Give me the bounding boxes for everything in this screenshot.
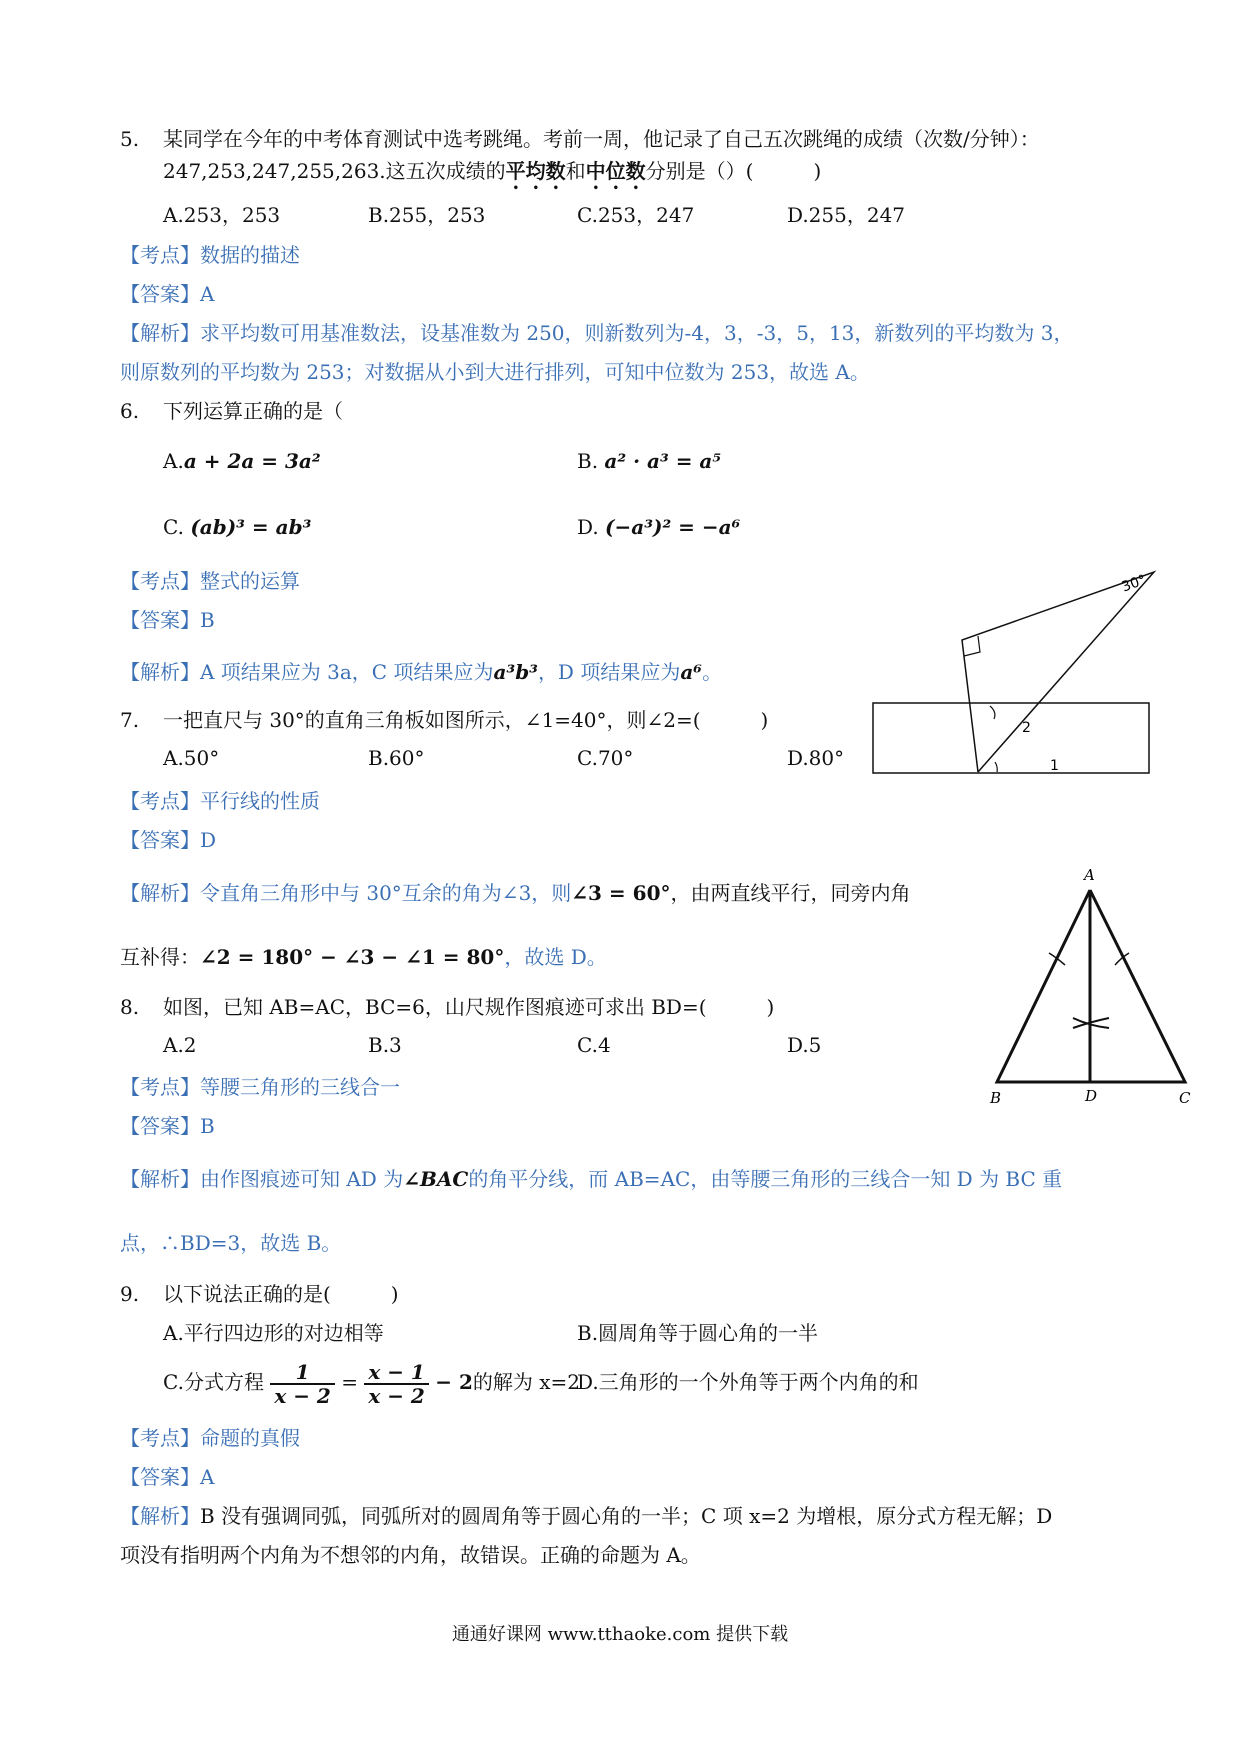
q9-jiexi-line2: 项没有指明两个内角为不想邻的内角，故错误。正确的命题为 A。 [120, 1543, 701, 1567]
fraction-denominator: x − 2 [274, 1383, 331, 1408]
label-30: 30° [1119, 572, 1149, 596]
q7-option-c: C.70° [577, 746, 634, 770]
q9-option-c-pre: C.分式方程 [163, 1370, 264, 1394]
q8-option-d: D.5 [787, 1033, 822, 1057]
jiexi-text: ，由两直线平行，同旁内角 [670, 881, 911, 905]
q8-option-c: C.4 [577, 1033, 611, 1057]
q9-answer [120, 1464, 214, 1490]
q6-option-c [163, 514, 311, 540]
q9-option-b: B.圆周角等于圆心角的一半 [577, 1321, 819, 1345]
answer-tag: 【答案】 [120, 828, 200, 852]
q6-option-b-math: a² · a³ = a⁵ [604, 449, 722, 473]
jiexi-math: a⁶ [680, 660, 703, 684]
q9-jiexi-line1 [120, 1503, 1052, 1529]
kaodian-text: 数据的描述 [200, 243, 300, 267]
jiexi-tag: 【解析】 [120, 1167, 200, 1191]
q7-jiexi-line1 [120, 880, 911, 906]
jiexi-text: B 没有强调同弧，同弧所对的圆周角等于圆心角的一半；C 项 x=2 为增根，原分式方程无解；D [200, 1504, 1053, 1528]
q7-jiexi-line2 [120, 944, 607, 970]
q6-option-b-label: B. [577, 449, 599, 473]
q9-option-d: D.三角形的一个外角等于两个内角的和 [577, 1370, 919, 1394]
q6-option-a-label: A. [163, 449, 184, 473]
q5-stem-part: 分别是（）( ) [645, 159, 822, 183]
answer-text: B [200, 608, 215, 632]
jiexi-math: ∠BAC [403, 1167, 469, 1191]
q5-option-b: B.255，253 [368, 203, 486, 227]
page-footer: 通通好课网 www.tthaoke.com 提供下载 [451, 1624, 789, 1645]
fraction-numerator: 1 [270, 1361, 335, 1385]
q6-jiexi [120, 659, 722, 685]
q5-kaodian [120, 242, 300, 268]
jiexi-text: 令直角三角形中与 30°互余的角为∠3，则 [200, 881, 572, 905]
q5-number: 5. [120, 127, 140, 151]
q8-stem: 如图，已知 AB=AC，BC=6，山尺规作图痕迹可求出 BD=( ) [163, 995, 775, 1019]
jiexi-math: ∠2 = 180° − ∠3 − ∠1 = 80° [200, 945, 505, 969]
label-D: D [1085, 1087, 1098, 1105]
label-angle-2: 2 [1022, 720, 1031, 736]
q7-stem: 一把直尺与 30°的直角三角板如图所示，∠1=40°，则∠2=( ) [163, 708, 769, 732]
q5-option-d: D.255，247 [787, 203, 906, 227]
set-square [962, 572, 1154, 772]
jiexi-text: A 项结果应为 3a，C 项结果应为 [200, 660, 494, 684]
q6-option-c-math: (ab)³ = ab³ [190, 515, 312, 539]
q8-option-a: A.2 [163, 1033, 197, 1057]
q9-option-a: A.平行四边形的对边相等 [163, 1321, 384, 1345]
kaodian-tag: 【考点】 [120, 1426, 200, 1450]
kaodian-tag: 【考点】 [120, 789, 200, 813]
q9-number: 9. [120, 1282, 140, 1306]
label-C: C [1179, 1089, 1191, 1107]
q6-option-a [163, 448, 321, 474]
q6-kaodian [120, 568, 300, 594]
q6-option-d-label: D. [577, 515, 599, 539]
fraction-numerator: x − 1 [364, 1361, 429, 1385]
angle-2-arc [990, 706, 995, 719]
q7-option-b: B.60° [368, 746, 425, 770]
jiexi-tag: 【解析】 [120, 1504, 200, 1528]
kaodian-text: 等腰三角形的三线合一 [200, 1075, 400, 1099]
q6-answer [120, 607, 215, 633]
q9-equals: = [341, 1370, 358, 1394]
answer-text: D [200, 828, 217, 852]
jiexi-math: a³b³ [493, 660, 538, 684]
q6-number: 6. [120, 399, 140, 423]
jiexi-text: 由作图痕迹可知 AD 为 [200, 1167, 404, 1191]
kaodian-text: 平行线的性质 [200, 789, 320, 813]
q5-emph-median: 中位数 [585, 159, 646, 183]
q5-jiexi-line1 [120, 320, 1073, 346]
jiexi-text: 的角平分线，而 AB=AC，由等腰三角形的三线合一知 D 为 BC 重 [468, 1167, 1063, 1191]
answer-tag: 【答案】 [120, 1114, 200, 1138]
answer-tag: 【答案】 [120, 608, 200, 632]
q6-option-d [577, 514, 740, 540]
q5-option-a: A.253，253 [163, 203, 281, 227]
q9-kaodian [120, 1425, 300, 1451]
q5-jiexi-line2: 则原数列的平均数为 253；对数据从小到大进行排列，可知中位数为 253，故选 A。 [120, 360, 870, 384]
answer-tag: 【答案】 [120, 282, 200, 306]
label-A: A [1084, 866, 1095, 884]
jiexi-text: ，故选 D。 [504, 945, 607, 969]
q9-stem: 以下说法正确的是( ) [163, 1282, 399, 1306]
q8-jiexi-line1 [120, 1166, 1062, 1192]
q9-fraction-left [270, 1361, 335, 1407]
q7-option-a: A.50° [163, 746, 220, 770]
q8-kaodian [120, 1074, 400, 1100]
q7-option-d: D.80° [787, 746, 845, 770]
jiexi-text: ，D 项结果应为 [537, 660, 681, 684]
q7-kaodian [120, 788, 320, 814]
jiexi-text: 求平均数可用基准数法，设基准数为 250，则新数列为-4，3，-3，5，13，新数列的平均数为 3， [200, 321, 1074, 345]
q5-emph-mean: 平均数 [505, 159, 566, 183]
q6-stem: 下列运算正确的是（ [163, 399, 343, 423]
jiexi-text: 。 [702, 660, 723, 684]
q8-jiexi-line2: 点，∴BD=3，故选 B。 [120, 1231, 342, 1255]
q6-option-b [577, 448, 721, 474]
q8-answer [120, 1113, 215, 1139]
q9-minus-two: − 2 [435, 1370, 473, 1394]
q9-fraction-right [364, 1361, 429, 1407]
q9-option-c [163, 1357, 580, 1407]
q7-answer [120, 827, 216, 853]
q5-stem-line1: 某同学在今年的中考体育测试中选考跳绳。考前一周，他记录了自己五次跳绳的成绩（次数/分钟）： [163, 127, 1040, 151]
answer-text: B [200, 1114, 215, 1138]
q6-option-a-math: a + 2a = 3a² [183, 449, 321, 473]
jiexi-math: ∠3 = 60° [571, 881, 671, 905]
q6-option-d-math: (−a³)² = −a⁶ [605, 515, 741, 539]
jiexi-tag: 【解析】 [120, 881, 200, 905]
answer-text: A [200, 282, 215, 306]
kaodian-text: 命题的真假 [200, 1426, 300, 1450]
kaodian-tag: 【考点】 [120, 243, 200, 267]
kaodian-text: 整式的运算 [200, 569, 300, 593]
q5-stem-part: 247,253,247,255,263.这五次成绩的 [163, 159, 506, 183]
jiexi-text: 互补得： [120, 945, 200, 969]
q5-answer [120, 281, 214, 307]
answer-tag: 【答案】 [120, 1465, 200, 1489]
q6-option-c-label: C. [163, 515, 184, 539]
q5-stem-line2 [163, 158, 821, 194]
label-angle-1: 1 [1050, 758, 1059, 774]
answer-text: A [200, 1465, 215, 1489]
q9-option-c-post: 的解为 x=2 [472, 1370, 580, 1394]
ruler [873, 703, 1149, 773]
q7-number: 7. [120, 708, 140, 732]
kaodian-tag: 【考点】 [120, 569, 200, 593]
q5-stem-part: 和 [565, 159, 586, 183]
q7-figure [870, 560, 1170, 780]
kaodian-tag: 【考点】 [120, 1075, 200, 1099]
fraction-denominator: x − 2 [368, 1383, 425, 1408]
angle-1-arc [995, 762, 997, 772]
jiexi-tag: 【解析】 [120, 660, 200, 684]
q8-option-b: B.3 [368, 1033, 402, 1057]
jiexi-tag: 【解析】 [120, 321, 200, 345]
q8-figure [985, 860, 1205, 1110]
label-B: B [990, 1089, 1002, 1107]
q5-option-c: C.253，247 [577, 203, 695, 227]
q8-number: 8. [120, 995, 140, 1019]
